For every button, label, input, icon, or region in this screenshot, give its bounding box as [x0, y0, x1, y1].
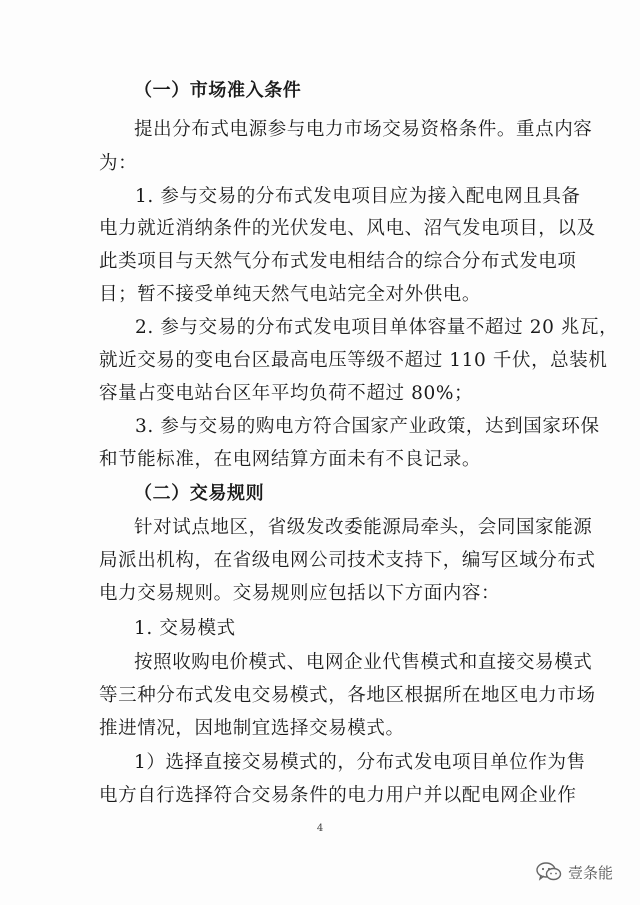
paragraph-line: 按照收购电价模式、电网企业代售模式和直接交易模式 — [134, 652, 593, 673]
paragraph-line: 推进情况，因地制宜选择交易模式。 — [99, 718, 405, 739]
wechat-icon — [536, 861, 562, 883]
paragraph-line: 此类项目与天然气分布式发电相结合的综合分布式发电项 — [99, 251, 577, 272]
paragraph-line: 电力交易规则。交易规则应包括以下方面内容： — [99, 583, 501, 604]
page-number: 4 — [316, 823, 324, 834]
subsection-heading: 1. 交易模式 — [134, 618, 236, 639]
paragraph-line: 等三种分布式发电交易模式，各地区根据所在地区电力市场 — [99, 685, 596, 706]
section-heading-1: （一）市场准入条件 — [134, 80, 302, 101]
paragraph-line: 目；暂不接受单纯天然气电站完全对外供电。 — [99, 284, 482, 305]
paragraph-line: 电力就近消纳条件的光伏发电、风电、沼气发电项目，以及 — [99, 218, 596, 239]
watermark — [536, 858, 613, 886]
watermark-text: 壹条能 — [568, 863, 614, 882]
paragraph-line: 3. 参与交易的购电方符合国家产业政策，达到国家环保 — [135, 416, 600, 437]
paragraph-line: 局派出机构，在省级电网公司技术支持下，编写区域分布式 — [99, 550, 596, 571]
paragraph-line: 1）选择直接交易模式的，分布式发电项目单位作为售 — [134, 752, 586, 773]
paragraph-line: 电方自行选择符合交易条件的电力用户并以配电网企业作 — [99, 785, 577, 806]
paragraph-line: 1. 参与交易的分布式发电项目应为接入配电网且具备 — [135, 186, 581, 207]
paragraph-line: 2. 参与交易的分布式发电项目单体容量不超过 20 兆瓦， — [135, 317, 619, 338]
paragraph-line: 和节能标准，在电网结算方面未有不良记录。 — [99, 449, 482, 470]
paragraph-line: 针对试点地区，省级发改委能源局牵头，会同国家能源 — [134, 517, 593, 538]
paragraph-line: 为： — [99, 153, 138, 174]
paragraph-line: 就近交易的变电台区最高电压等级不超过 110 千伏，总装机 — [99, 350, 608, 371]
paragraph-line: 容量占变电站台区年平均负荷不超过 80%； — [99, 383, 474, 404]
paragraph-line: 提出分布式电源参与电力市场交易资格条件。重点内容 — [134, 119, 593, 140]
section-heading-2: （二）交易规则 — [134, 483, 265, 504]
